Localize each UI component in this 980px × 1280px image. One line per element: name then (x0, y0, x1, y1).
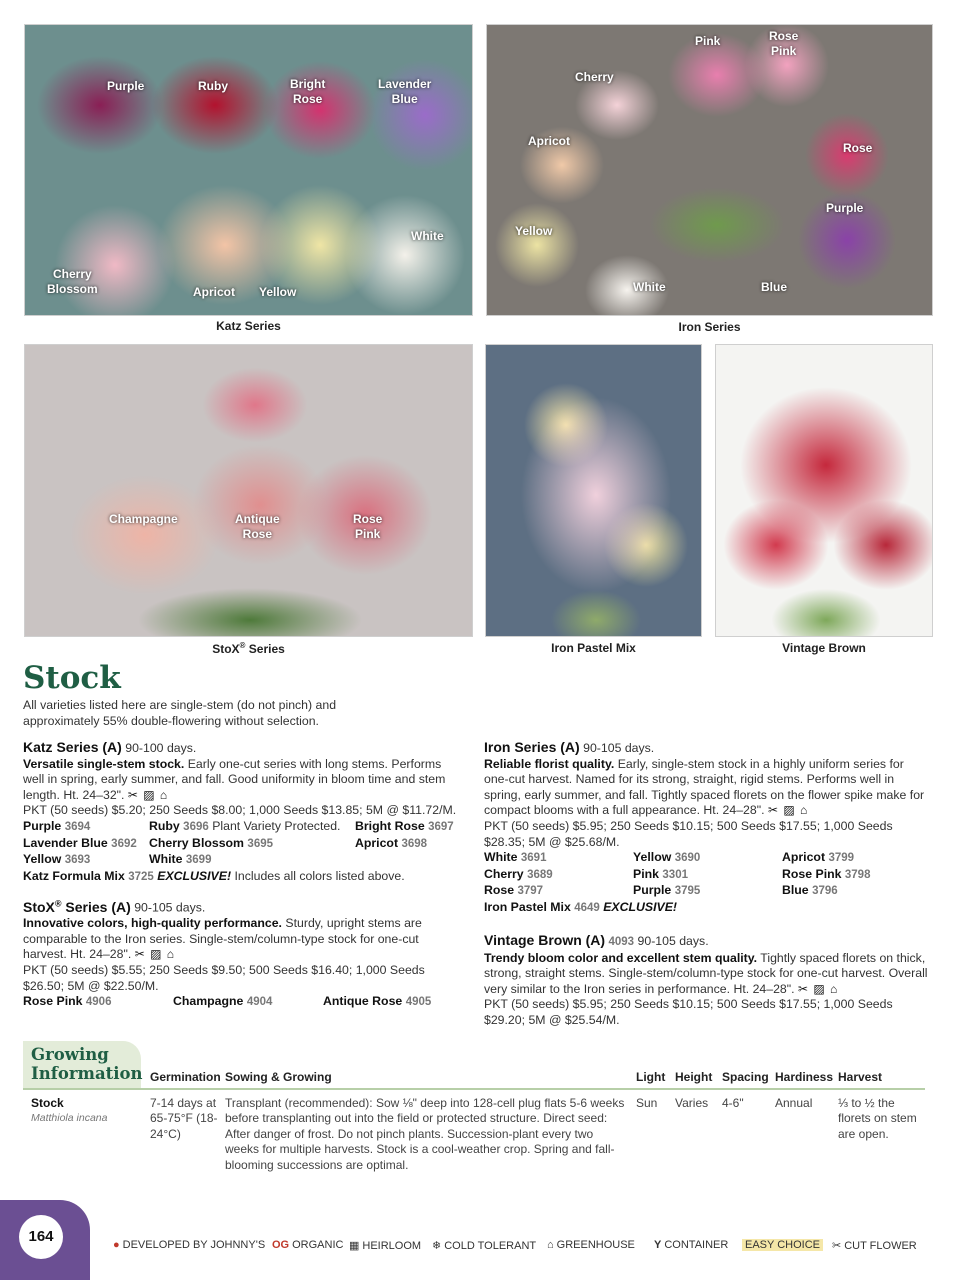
mix-item: Katz Formula Mix 3725 EXCLUSIVE! Includes all colors listed above. (23, 868, 405, 883)
product-lead: Trendy bloom color and excellent stem quality. (484, 950, 758, 965)
variety-item: Lavender Blue 3692 (23, 835, 137, 850)
legend-item: Y CONTAINER (654, 1239, 729, 1251)
scissors-icon: ✂ (832, 1240, 842, 1252)
photo-label: Bright Rose (290, 77, 326, 106)
product-lead: Versatile single-stem stock. (23, 756, 185, 771)
photo-label: Cherry Blossom (47, 267, 98, 296)
hardiness-value: Annual (775, 1096, 813, 1110)
katz-section (23, 740, 458, 885)
vintage-brown-caption: Vintage Brown (782, 641, 866, 655)
col-header-germination: Germination (150, 1070, 221, 1084)
katz-series-photo (24, 24, 473, 316)
product-name: Iron Series (A) (484, 739, 580, 755)
variety-item: Antique Rose 4905 (323, 994, 432, 1009)
iron-pastel-mix-photo (485, 344, 702, 637)
container-icon: Y (654, 1239, 662, 1251)
product-name: Katz Series (A) (23, 739, 122, 755)
photo-label: Rose Pink (353, 512, 383, 541)
cut-flower-icon: ✂ ▨ ⌂ (767, 803, 809, 818)
product-lead: Reliable florist quality. (484, 756, 615, 771)
johnnys-icon: ● (113, 1239, 120, 1251)
caption-text: StoX (212, 642, 240, 656)
caption-text: Series (245, 642, 285, 656)
greenhouse-icon: ⌂ (547, 1239, 554, 1251)
harvest-value: ⅓ to ½ the florets on stem are open. (838, 1096, 917, 1141)
spacing-value: 4-6" (722, 1096, 744, 1110)
variety-item: White 3691 (484, 850, 547, 865)
variety-item: Rose Pink 3798 (782, 866, 871, 881)
katz-series-caption: Katz Series (216, 319, 281, 333)
col-header-spacing: Spacing (722, 1070, 769, 1084)
photo-label: Cherry (575, 70, 614, 84)
variety-item: Cherry Blossom 3695 (149, 835, 274, 850)
legend-item: ● DEVELOPED BY JOHNNY'S (113, 1239, 266, 1251)
photo-label: Antique Rose (235, 512, 280, 541)
photo-label: Ruby (198, 79, 228, 93)
product-code: 4093 (608, 936, 635, 948)
vintage-section (484, 933, 929, 1029)
photo-label: Lavender Blue (378, 77, 432, 106)
legend-item: ⌂ GREENHOUSE (547, 1239, 635, 1251)
growing-info-tab (23, 1041, 141, 1089)
variety-item: Apricot 3799 (782, 850, 855, 865)
photo-label: Purple (107, 79, 145, 93)
vintage-brown-photo (715, 344, 933, 637)
col-header-sowing: Sowing & Growing (225, 1070, 332, 1084)
photo-label: Yellow (259, 285, 297, 299)
variety-item: Yellow 3690 (633, 850, 701, 865)
photo-label: Rose Pink (769, 29, 799, 58)
photo-label: Champagne (109, 512, 178, 526)
variety-item: Apricot 3698 (355, 835, 428, 850)
days-to-maturity: 90-105 days. (134, 900, 206, 915)
variety-item: Ruby 3696 Plant Variety Protected. (149, 818, 341, 833)
iron-series-caption: Iron Series (678, 320, 741, 334)
intro-text: All varieties listed here are single-stem (do not pinch) and approximately 55% double-flowering without selection. (23, 698, 337, 728)
organic-icon: OG (272, 1239, 290, 1251)
product-lead: Innovative colors, high-quality performance. (23, 916, 282, 931)
cut-flower-icon: ✂ ▨ ⌂ (134, 947, 175, 962)
col-header-harvest: Harvest (838, 1070, 883, 1084)
legend-item (742, 1239, 823, 1251)
stox-series-caption (24, 641, 473, 656)
product-description: Early one-cut series with long stems. Performs well in spring, early summer, and fall. Good uniformity in bloom time and stem length. Ht. 24–32". (23, 756, 446, 802)
product-description: Early, single-stem stock in a highly uniform series for one-cut harvest. Named for its strong, straight, rigid stems. Performs well in spring, early summer, and fall. Tightly spaced florets on the flower spike make for compact blooms with a full appearance. Ht. 24–28". (484, 756, 925, 818)
page-number-tab (0, 1200, 90, 1280)
heirloom-icon: ▦ (349, 1240, 360, 1252)
col-header-height: Height (675, 1070, 713, 1084)
variety-item: Blue 3796 (782, 883, 838, 898)
photo-label: Rose (843, 141, 873, 155)
price-list: PKT (50 seeds) $5.95; 250 Seeds $10.15; 500 Seeds $17.55; 1,000 Seeds $29.20; 5M @ $25.54/M. (484, 997, 893, 1027)
iron-series-photo (486, 24, 933, 316)
page-title: Stock (23, 660, 121, 696)
legend-item: ❄ COLD TOLERANT (432, 1240, 537, 1252)
price-list: PKT (50 seeds) $5.20; 250 Seeds $8.00; 1,000 Seeds $13.85; 5M @ $11.72/M. (23, 803, 457, 818)
product-description: Tightly spaced florets on thick, strong, straight stems. Single-stem/column-type stock for one-cut harvest. Overall very similar to the Iron series in performance. Ht. 24–28". (484, 950, 928, 996)
photo-label: Apricot (193, 285, 235, 299)
sowing-value: Transplant (recommended): Sow ⅛" deep into 128-cell plug flats 5-6 weeks before transplanting out into the field or protected structure. Direct seed: After danger of frost. Do not pinch plants. Succession-plant every two weeks for multiple harvests. Stock is a cool-weather crop. Spring and fall-blooming successions are optimal. (225, 1096, 625, 1172)
variety-item: Bright Rose 3697 (355, 818, 454, 833)
mix-item: Iron Pastel Mix 4649 EXCLUSIVE! (484, 899, 678, 914)
cut-flower-icon: ✂ ▨ ⌂ (797, 981, 839, 996)
variety-item: Cherry 3689 (484, 866, 553, 881)
easy-choice-label: EASY CHOICE (745, 1239, 820, 1251)
photo-label: Apricot (528, 134, 570, 148)
legend-item: OG ORGANIC (272, 1239, 344, 1251)
growing-info-title: Growing Information (31, 1045, 143, 1083)
iron-pastel-mix-caption: Iron Pastel Mix (551, 641, 636, 655)
variety-item: Pink 3301 (633, 866, 688, 881)
iron-section (484, 740, 929, 917)
photo-label: White (633, 280, 666, 294)
page-number: 164 (19, 1215, 63, 1259)
price-list: PKT (50 seeds) $5.95; 250 Seeds $10.15; 500 Seeds $17.55; 1,000 Seeds $28.35; 5M @ $25.68/M. (484, 818, 893, 849)
variety-item: Rose 3797 (484, 883, 544, 898)
col-header-hardiness: Hardiness (775, 1070, 834, 1084)
col-header-light: Light (636, 1070, 666, 1084)
germination-value: 7-14 days at 65-75°F (18-24°C) (150, 1096, 218, 1141)
variety-item: Yellow 3693 (23, 852, 91, 867)
variety-item: Purple 3694 (23, 818, 91, 833)
registered-mark: ® (239, 641, 246, 650)
stox-section (23, 896, 458, 1011)
price-list: PKT (50 seeds) $5.55; 250 Seeds $9.50; 500 Seeds $16.40; 1,000 Seeds $26.50; 5M @ $22.50/M. (23, 963, 425, 993)
variety-item: Champagne 4904 (173, 994, 273, 1009)
product-name: Vintage Brown (A) (484, 932, 606, 948)
days-to-maturity: 90-100 days. (125, 741, 197, 755)
crop-name: Stock Matthiola incana (31, 1096, 108, 1125)
photo-label: Pink (695, 34, 721, 48)
variety-item: Purple 3795 (633, 883, 701, 898)
light-value: Sun (636, 1096, 658, 1110)
photo-label: White (411, 229, 444, 243)
stox-series-photo (24, 344, 473, 637)
photo-label: Purple (826, 201, 864, 215)
growing-info-divider (23, 1088, 925, 1090)
photo-label: Yellow (515, 224, 553, 238)
product-description: Sturdy, upright stems are comparable to the Iron series. Single-stem/column-type stock for one-cut harvest. Ht. 24–28". (23, 916, 422, 962)
height-value: Varies (675, 1096, 709, 1110)
days-to-maturity: 90-105 days. (583, 741, 655, 755)
days-to-maturity: 90-105 days. (637, 934, 709, 948)
snowflake-icon: ❄ (432, 1240, 442, 1252)
variety-item: Rose Pink 4906 (23, 994, 112, 1009)
cut-flower-icon: ✂ ▨ ⌂ (127, 787, 169, 802)
legend-item: ✂ CUT FLOWER (832, 1240, 917, 1252)
photo-label: Blue (761, 280, 788, 294)
variety-item: White 3699 (149, 852, 212, 867)
product-name: StoX® Series (A) (23, 898, 131, 915)
legend-item: ▦ HEIRLOOM (349, 1240, 422, 1252)
